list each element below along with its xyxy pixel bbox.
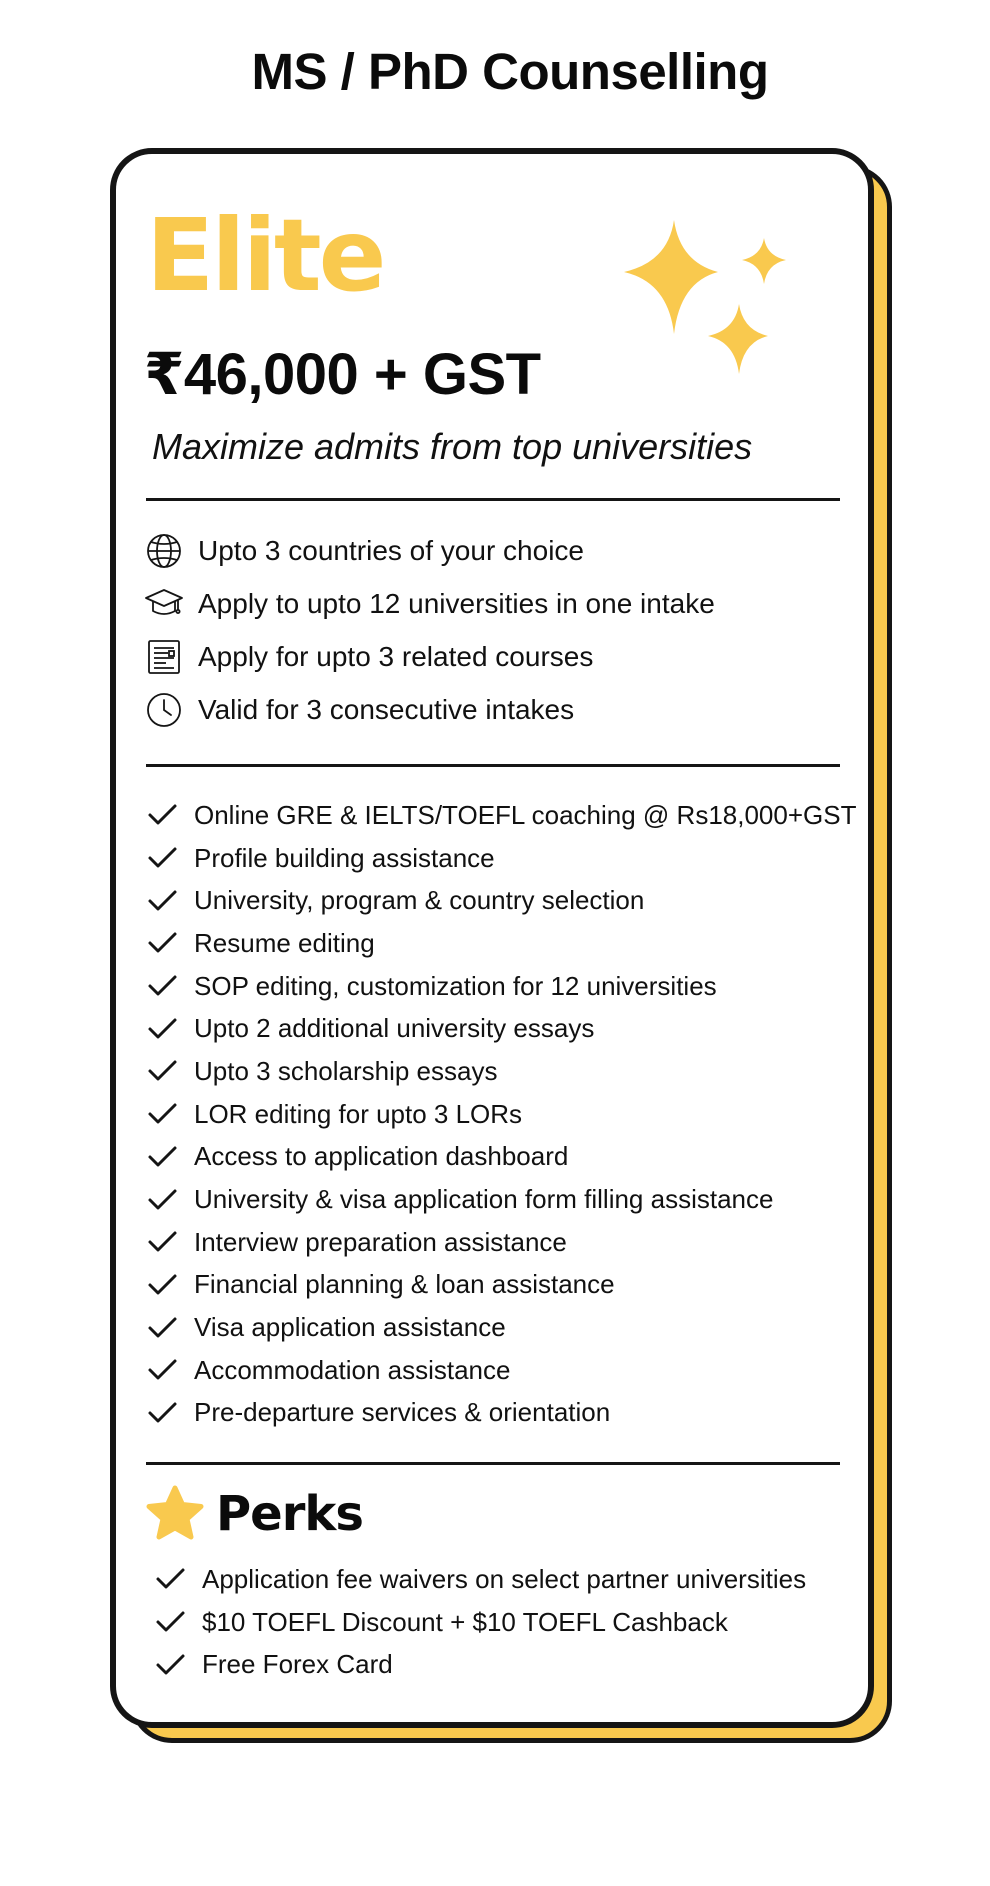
features-list bbox=[144, 794, 856, 1434]
feature-text: SOP editing, customization for 12 universities bbox=[194, 970, 717, 1001]
feature-item bbox=[144, 922, 856, 965]
check-icon bbox=[144, 1185, 182, 1215]
divider bbox=[146, 764, 840, 767]
highlight-text: Apply for upto 3 related courses bbox=[198, 640, 594, 672]
check-icon bbox=[144, 1313, 182, 1343]
page-title: MS / PhD Counselling bbox=[251, 43, 769, 100]
pricing-card bbox=[110, 148, 874, 1728]
feature-item bbox=[144, 1136, 856, 1179]
highlight-text: Valid for 3 consecutive intakes bbox=[198, 693, 575, 725]
check-icon bbox=[144, 1270, 182, 1300]
perk-text: Free Forex Card bbox=[202, 1649, 393, 1680]
feature-item bbox=[144, 1178, 856, 1221]
star-icon bbox=[144, 1484, 206, 1544]
check-icon bbox=[144, 886, 182, 916]
highlight-text: Upto 3 countries of your choice bbox=[198, 534, 584, 566]
feature-item bbox=[144, 965, 856, 1008]
check-icon bbox=[144, 1099, 182, 1129]
feature-item bbox=[144, 1007, 856, 1050]
sparkles-icon bbox=[616, 216, 816, 386]
feature-text: LOR editing for upto 3 LORs bbox=[194, 1098, 523, 1129]
check-icon bbox=[152, 1564, 190, 1594]
perk-item bbox=[152, 1601, 806, 1644]
check-icon bbox=[144, 1014, 182, 1044]
check-icon bbox=[144, 843, 182, 873]
plan-name: Elite bbox=[146, 197, 384, 314]
feature-item bbox=[144, 1264, 856, 1307]
feature-item bbox=[144, 879, 856, 922]
feature-item bbox=[144, 1093, 856, 1136]
feature-item bbox=[144, 1306, 856, 1349]
perks-header bbox=[144, 1484, 363, 1544]
feature-item bbox=[144, 837, 856, 880]
feature-text: Accommodation assistance bbox=[194, 1354, 511, 1385]
highlights-list bbox=[144, 524, 715, 736]
perks-list bbox=[152, 1558, 806, 1686]
divider bbox=[146, 1462, 840, 1465]
feature-text: Access to application dashboard bbox=[194, 1141, 569, 1172]
highlight-item bbox=[144, 577, 715, 630]
perk-text: Application fee waivers on select partner universities bbox=[202, 1563, 807, 1594]
feature-text: Upto 3 scholarship essays bbox=[194, 1055, 498, 1086]
feature-item bbox=[144, 1349, 856, 1392]
highlight-text: Apply to upto 12 universities in one intake bbox=[198, 587, 715, 619]
globe-icon bbox=[144, 531, 184, 571]
feature-text: Pre-departure services & orientation bbox=[194, 1397, 611, 1428]
graduation-cap-icon bbox=[144, 584, 184, 624]
check-icon bbox=[152, 1650, 190, 1680]
check-icon bbox=[144, 1398, 182, 1428]
plan-price: ₹46,000 + GST bbox=[144, 342, 541, 407]
perk-item bbox=[152, 1643, 806, 1686]
check-icon bbox=[144, 1227, 182, 1257]
document-list-icon bbox=[144, 637, 184, 677]
check-icon bbox=[144, 1142, 182, 1172]
feature-text: Profile building assistance bbox=[194, 842, 495, 873]
feature-text: Upto 2 additional university essays bbox=[194, 1013, 595, 1044]
feature-text: Interview preparation assistance bbox=[194, 1226, 567, 1257]
feature-text: Online GRE & IELTS/TOEFL coaching @ Rs18,000+GST bbox=[194, 799, 857, 830]
feature-item bbox=[144, 1221, 856, 1264]
feature-text: University, program & country selection bbox=[194, 885, 645, 916]
perk-item bbox=[152, 1558, 806, 1601]
perks-title: Perks bbox=[216, 1486, 363, 1542]
check-icon bbox=[144, 1355, 182, 1385]
clock-icon bbox=[144, 690, 184, 730]
perk-text: $10 TOEFL Discount + $10 TOEFL Cashback bbox=[202, 1606, 728, 1637]
check-icon bbox=[152, 1607, 190, 1637]
feature-text: Financial planning & loan assistance bbox=[194, 1269, 615, 1300]
feature-item bbox=[144, 1392, 856, 1435]
feature-item bbox=[144, 1050, 856, 1093]
check-icon bbox=[144, 800, 182, 830]
highlight-item bbox=[144, 630, 715, 683]
highlight-item bbox=[144, 524, 715, 577]
check-icon bbox=[144, 1056, 182, 1086]
highlight-item bbox=[144, 683, 715, 736]
feature-item bbox=[144, 794, 856, 837]
feature-text: Resume editing bbox=[194, 927, 375, 958]
plan-tagline: Maximize admits from top universities bbox=[152, 426, 753, 467]
feature-text: Visa application assistance bbox=[194, 1312, 506, 1343]
check-icon bbox=[144, 928, 182, 958]
divider bbox=[146, 498, 840, 501]
feature-text: University & visa application form filling assistance bbox=[194, 1184, 774, 1215]
check-icon bbox=[144, 971, 182, 1001]
